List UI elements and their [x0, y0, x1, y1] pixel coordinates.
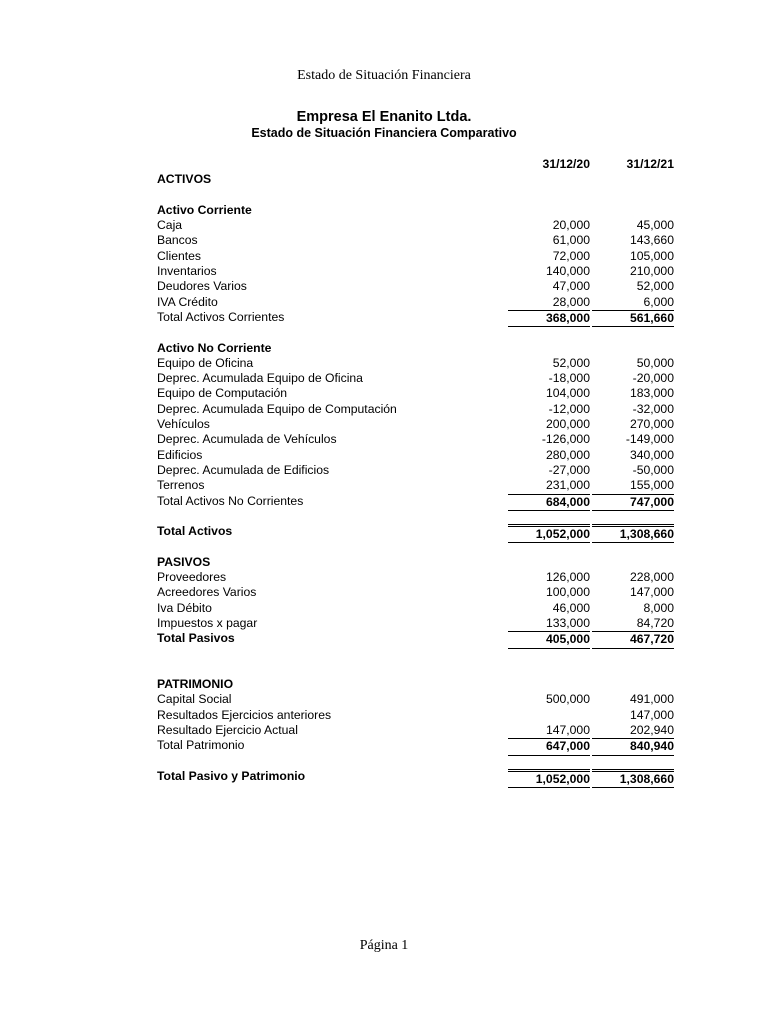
table-row: Terrenos 231,000 155,000 [157, 478, 674, 493]
table-row: Iva Débito 46,000 8,000 [157, 600, 674, 615]
total-row-activos-no-corrientes: Total Activos No Corrientes 684,000 747,000 [157, 494, 677, 509]
table-row: Caja 20,000 45,000 [157, 218, 674, 233]
page-header-title: Estado de Situación Financiera [297, 68, 471, 83]
total-row-pasivo-patrimonio: Total Pasivo y Patrimonio 1,052,000 1,308,660 [157, 769, 677, 784]
table-row: Deudores Varios 47,000 52,000 [157, 279, 674, 294]
section-title-activos: ACTIVOS [157, 172, 212, 187]
column-header-2021: 31/12/21 [626, 157, 674, 171]
table-row: Deprec. Acumulada Equipo de Oficina -18,000 -20,000 [157, 371, 674, 386]
table-row: Equipo de Computación 104,000 183,000 [157, 386, 674, 401]
activo-no-corriente-list [157, 356, 677, 494]
table-row: Deprec. Acumulada de Edificios -27,000 -50,000 [157, 462, 674, 477]
table-row: Deprec. Acumulada Equipo de Computación -12,000 -32,000 [157, 401, 674, 416]
subsection-title-activo-no-corriente: Activo No Corriente [157, 340, 272, 355]
table-row: Equipo de Oficina 52,000 50,000 [157, 355, 674, 370]
section-title-patrimonio: PATRIMONIO [157, 677, 234, 692]
table-row: Impuestos x pagar 133,000 84,720 [157, 615, 674, 630]
company-name: Empresa El Enanito Ltda. [296, 109, 472, 125]
total-row-activos: Total Activos 1,052,000 1,308,660 [157, 524, 677, 539]
table-row: Clientes 72,000 105,000 [157, 248, 674, 263]
table-row: Resultado Ejercicio Actual 147,000 202,940 [157, 722, 674, 737]
pasivos-list [157, 570, 677, 631]
activo-corriente-list [157, 218, 677, 310]
table-row: Acreedores Varios 100,000 147,000 [157, 585, 674, 600]
total-row-pasivos: Total Pasivos 405,000 467,720 [157, 631, 677, 646]
table-row: Capital Social 500,000 491,000 [157, 692, 674, 707]
page-number: Página 1 [359, 938, 409, 953]
subsection-title-activo-corriente: Activo Corriente [157, 202, 252, 217]
table-row: Bancos 61,000 143,660 [157, 233, 674, 248]
total-row-patrimonio: Total Patrimonio 647,000 840,940 [157, 738, 677, 753]
patrimonio-list [157, 692, 677, 738]
balance-sheet [157, 157, 677, 784]
table-row: Edificios 280,000 340,000 [157, 447, 674, 462]
report-subtitle: Estado de Situación Financiera Comparativo [251, 126, 517, 140]
table-row: Vehículos 200,000 270,000 [157, 417, 674, 432]
total-row-activos-corrientes: Total Activos Corrientes 368,000 561,660 [157, 310, 677, 325]
table-row: Resultados Ejercicios anteriores 147,000 [157, 707, 674, 722]
column-header-row [157, 157, 677, 172]
section-title-pasivos: PASIVOS [157, 554, 211, 569]
table-row: Deprec. Acumulada de Vehículos -126,000 -149,000 [157, 432, 674, 447]
table-row: Proveedores 126,000 228,000 [157, 570, 674, 585]
column-header-2020: 31/12/20 [542, 157, 590, 171]
table-row: IVA Crédito 28,000 6,000 [157, 294, 674, 309]
table-row: Inventarios 140,000 210,000 [157, 264, 674, 279]
